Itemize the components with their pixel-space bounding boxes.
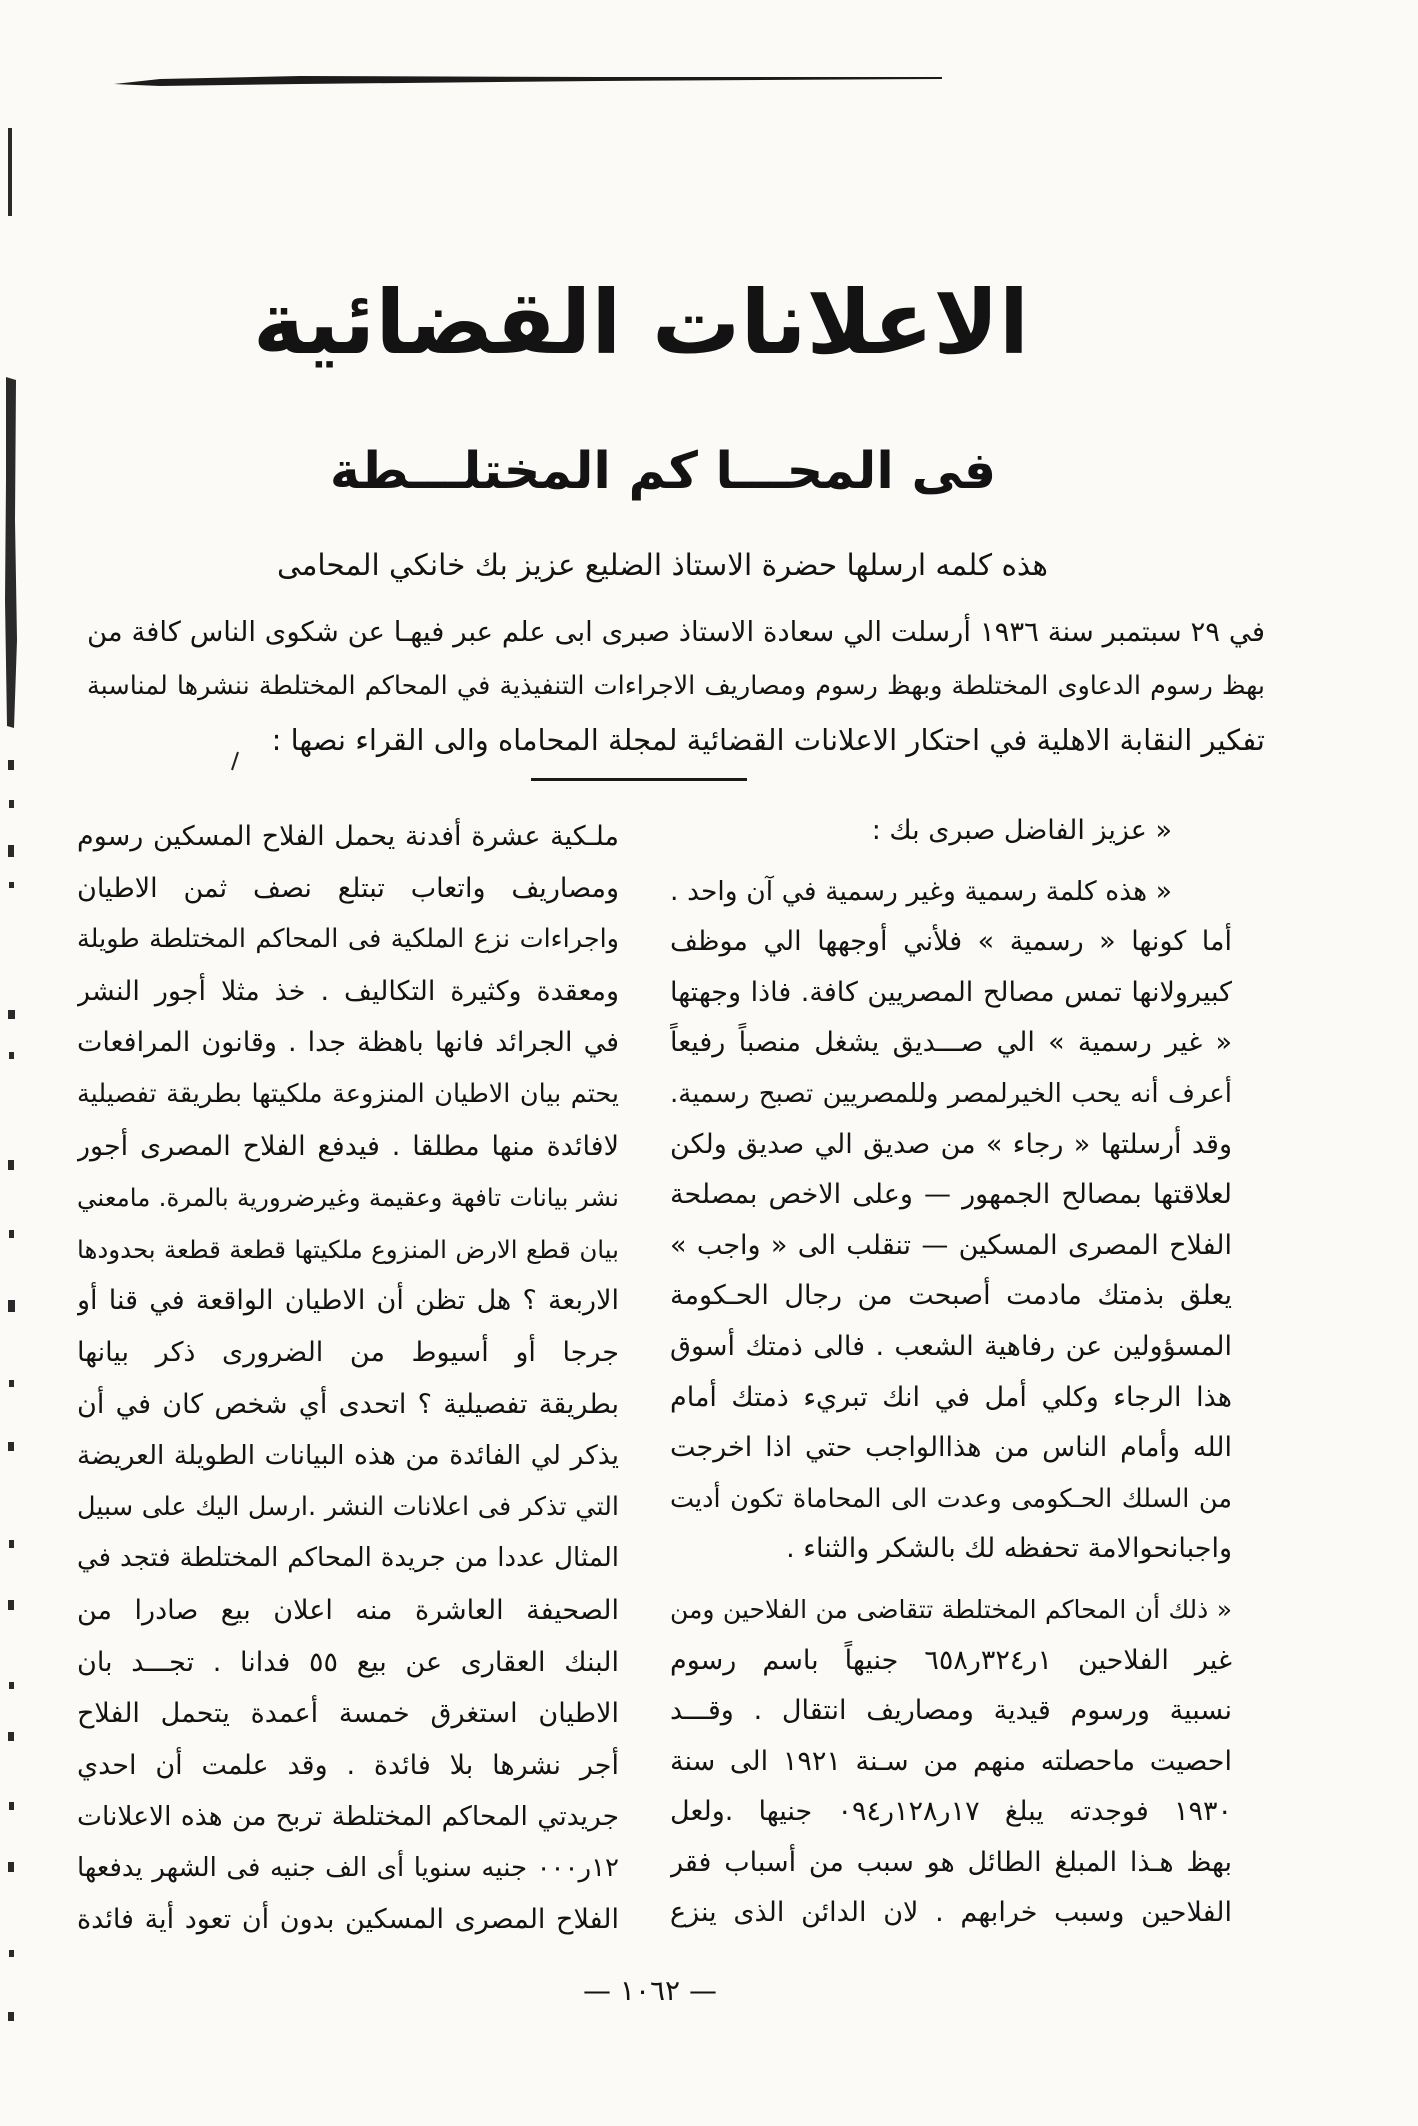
article-title: الاعلانات القضائية — [252, 271, 1030, 374]
column-text-line: نشر بيانات تافهة وعقيمة وغيرضرورية بالمرة. مامعني — [77, 1183, 619, 1213]
column-text-line: كبيرولانها تمس مصالح المصريين كافة. فاذا وجهتها — [670, 976, 1232, 1008]
column-text-line: يذكر لي الفائدة من هذه البيانات الطويلة العريضة — [77, 1440, 619, 1472]
column-text-line: الصحيفة العاشرة منه اعلان بيع صادرا من — [77, 1594, 619, 1626]
column-text-line: ومعقدة وكثيرة التكاليف . خذ مثلا أجور النشر — [77, 975, 619, 1007]
column-text-line: البنك العقارى عن بيع ٥٥ فدانا . تجـــد بان — [77, 1646, 619, 1678]
column-text-line: ملـكية عشرة أفدنة يحمل الفلاح المسكين رسوم — [77, 821, 619, 852]
column-text-line: بيان قطع الارض المنزوع ملكيتها قطعة قطعة بحدودها — [77, 1234, 619, 1264]
top-rule — [114, 76, 942, 86]
column-left — [77, 811, 619, 1946]
column-text-line: يحتم بيان الاطيان المنزوعة ملكيتها بطريقة تفصيلية — [77, 1078, 619, 1109]
page-number: — ١٠٦٢ — — [583, 1974, 717, 2007]
column-text-line: الله وأمام الناس من هذاالواجب حتي اذا اخرجت — [670, 1432, 1232, 1464]
column-text-line: جريدتي المحاكم المختلطة تربح من هذه الاعلانات — [77, 1801, 619, 1833]
column-text-line: هذا الرجاء وكلي أمل في انك تبريء ذمتك أمام — [670, 1381, 1232, 1413]
left-edge-marks — [5, 128, 17, 2021]
article-title-block — [245, 240, 1037, 406]
column-text-line: واجراءات نزع الملكية فى المحاكم المختلطة طويلة — [77, 924, 619, 955]
column-text-line: واجبانحوالامة تحفظه لك بالشكر والثناء . — [786, 1533, 1232, 1565]
section-divider — [531, 778, 747, 781]
column-text-line: الفلاح المصرى المسكين — تنقلب الى « واجب » — [670, 1229, 1232, 1261]
column-text-line: ١٢ر٠٠٠ جنيه سنويا أى الف جنيه فى الشهر يدفعها — [77, 1852, 619, 1883]
column-text-line: من السلك الحـكومى وعدت الى المحاماة تكون أديت — [670, 1483, 1232, 1514]
column-text-line: بهظ هـذا المبلغ الطائل هو سبب من أسباب فقر — [670, 1846, 1232, 1878]
column-text-line: « غير رسمية » الي صـــديق يشغل منصباً رفيعاً — [670, 1027, 1232, 1059]
column-text-line: أعرف أنه يحب الخيرلمصر وللمصريين تصبح رسمية. — [670, 1078, 1232, 1109]
column-text-line: ومصاريف واتعاب تبتلع نصف ثمن الاطيان — [77, 872, 619, 904]
column-text-line: لعلاقتها بمصالح الجمهور — وعلى الاخص بمصلحة — [670, 1179, 1232, 1211]
column-text-line: أجر نشرها بلا فائدة . وقد علمت أن احدي — [77, 1749, 619, 1781]
column-text-line: جرجا أو أسيوط من الضرورى ذكر بيانها — [77, 1336, 619, 1368]
column-text-line: « ذلك أن المحاكم المختلطة تتقاضى من الفلاحين ومن — [670, 1594, 1232, 1624]
column-text-line: نسبية ورسوم قيدية ومصاريف انتقال . وقـــد — [670, 1695, 1232, 1727]
column-text-line: الاطيان استغرق خمسة أعمدة يتحمل الفلاح — [77, 1698, 619, 1730]
column-text-line: لافائدة منها مطلقا . فيدفع الفلاح المصرى أجور — [77, 1130, 619, 1162]
intro-line: تفكير النقابة الاهلية في احتكار الاعلانات القضائية لمجلة المحاماه والى القراء نصها : — [271, 723, 1265, 757]
column-text-line: الفلاحين وسبب خرابهم . لان الدائن الذى ينزع — [670, 1897, 1232, 1929]
column-text-line: بطريقة تفصيلية ؟ اتحدى أي شخص كان في أن — [77, 1388, 619, 1420]
column-text-line: الاربعة ؟ هل تظن أن الاطيان الواقعة في قنا أو — [77, 1285, 619, 1317]
column-right — [670, 806, 1232, 1939]
article-subtitle-block — [323, 418, 1003, 524]
intro-line: في ٢٩ سبتمبر سنة ١٩٣٦ أرسلت الي سعادة الاستاذ صبرى ابى علم عبر فيهـا عن شكوى الناس كافة من — [87, 616, 1265, 648]
column-text-line: وقد أرسلتها « رجاء » من صديق الي صديق ولكن — [670, 1128, 1232, 1160]
column-text-line: التي تذكر فى اعلانات النشر .ارسل اليك على سبيل — [77, 1491, 619, 1522]
column-text-line: المثال عددا من جريدة المحاكم المختلطة فتجد في — [77, 1543, 619, 1574]
column-text-line: الفلاح المصرى المسكين بدون أن تعود أية فائدة — [77, 1904, 619, 1936]
author-byline: هذه كلمه ارسلها حضرة الاستاذ الضليع عزيز بك خانكي المحامى — [277, 548, 1048, 582]
article-subtitle: فى المحـــا كم المختلـــطة — [329, 441, 997, 500]
intro-line: بهظ رسوم الدعاوى المختلطة وبهظ رسوم ومصاريف الاجراءات التنفيذية في المحاكم المختلطة ننشرها لمناسبة — [87, 671, 1265, 701]
column-text-line: أما كونها « رسمية » فلأني أوجهها الي موظف — [670, 926, 1232, 958]
column-text-line: احصيت ماحصلته منهم من سـنة ١٩٢١ الى سنة — [670, 1745, 1232, 1777]
column-text-line: غير الفلاحين ١ر٣٢٤ر٦٥٨ جنيهاً باسم رسوم — [670, 1644, 1232, 1676]
column-text-line: ١٩٣٠ فوجدته يبلغ ١٧ر١٢٨ر٠٩٤ جنيها .ولعل — [670, 1796, 1232, 1828]
author-byline-block — [269, 540, 1056, 590]
column-text-line: « عزيز الفاضل صبرى بك : — [871, 815, 1172, 846]
column-text-line: المسؤولين عن رفاهية الشعب . فالى ذمتك أسوق — [670, 1330, 1232, 1362]
intro-paragraph — [87, 605, 1265, 767]
column-text-line: في الجرائد فانها باهظة جدا . وقانون المرافعات — [77, 1027, 619, 1059]
column-text-line: « هذه كلمة رسمية وغير رسمية في آن واحد . — [670, 875, 1172, 907]
column-text-line: يعلق بذمتك مادمت أصبحت من رجال الحـكومة — [670, 1280, 1232, 1312]
